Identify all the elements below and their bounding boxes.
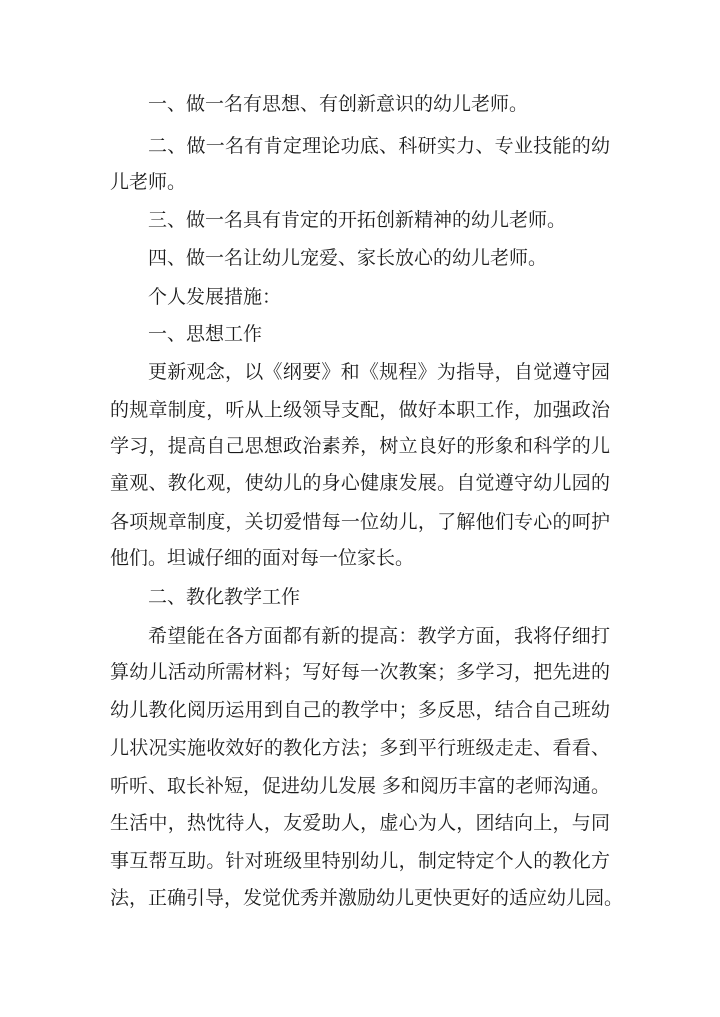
section1-line: 更新观念，以《纲要》和《规程》为指导，自觉遵守园 bbox=[148, 361, 610, 383]
section2-heading: 二、教化教学工作 bbox=[148, 586, 301, 608]
goal-line-1: 一、做一名有思想、有创新意识的幼儿老师。 bbox=[148, 93, 529, 115]
section2-line: 事互帮互助。针对班级里特别幼儿，制定特定个人的教化方 bbox=[110, 850, 610, 872]
goal-line-4: 四、做一名让幼儿宠爱、家长放心的幼儿老师。 bbox=[148, 247, 548, 269]
section1-heading: 一、思想工作 bbox=[148, 323, 263, 345]
section2-line: 生活中，热忱待人，友爱助人，虚心为人，团结向上，与同 bbox=[110, 812, 610, 834]
section2-line: 算幼儿活动所需材料；写好每一次教案；多学习，把先进的 bbox=[110, 661, 610, 683]
measures-heading: 个人发展措施： bbox=[148, 286, 282, 308]
section1-line: 童观、教化观，使幼儿的身心健康发展。自觉遵守幼儿园的 bbox=[110, 472, 610, 494]
section2-line: 法，正确引导，发觉优秀并激励幼儿更快更好的适应幼儿园。 bbox=[110, 887, 624, 909]
section1-line: 各项规章制度，关切爱惜每一位幼儿，了解他们专心的呵护 bbox=[110, 511, 610, 533]
goal-line-2: 二、做一名有肯定理论功底、科研实力、专业技能的幼 bbox=[148, 135, 610, 157]
section2-line: 幼儿教化阅历运用到自己的教学中；多反思，结合自己班幼 bbox=[110, 699, 610, 721]
section1-line: 学习，提高自己思想政治素养，树立良好的形象和科学的儿 bbox=[110, 435, 610, 457]
section2-line: 儿状况实施收效好的教化方法；多到平行班级走走、看看、 bbox=[110, 737, 610, 759]
section1-line: 的规章制度，听从上级领导支配，做好本职工作，加强政治 bbox=[110, 399, 610, 421]
goal-line-2-cont: 儿老师。 bbox=[110, 171, 187, 193]
section2-line: 听听、取长补短，促进幼儿发展 多和阅历丰富的老师沟通。 bbox=[110, 775, 611, 797]
goal-line-3: 三、做一名具有肯定的开拓创新精神的幼儿老师。 bbox=[148, 209, 567, 231]
section2-line: 希望能在各方面都有新的提高：教学方面，我将仔细打 bbox=[148, 625, 610, 647]
section1-line: 他们。坦诚仔细的面对每一位家长。 bbox=[110, 547, 415, 569]
